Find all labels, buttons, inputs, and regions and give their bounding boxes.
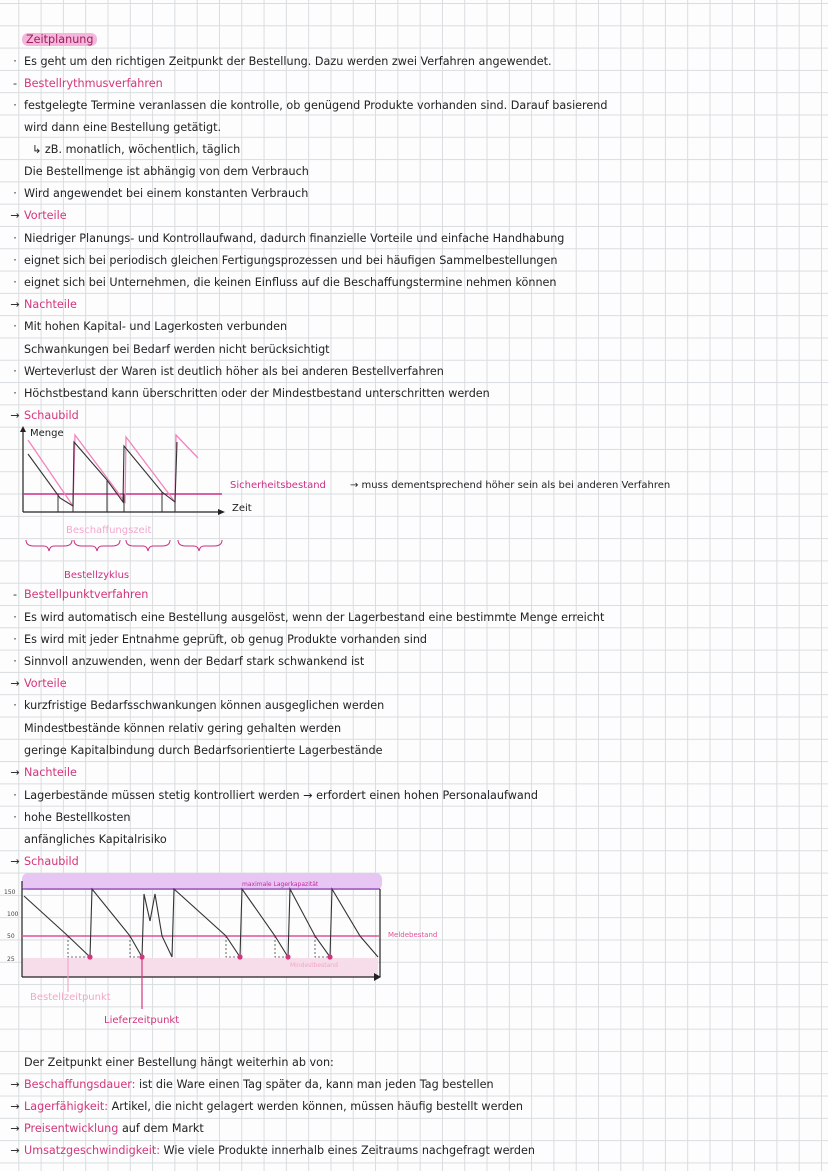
list-item: · Mit hohen Kapital- und Lagerkosten verbunden: [13, 320, 288, 333]
list-item: · Lagerbestände müssen stetig kontrolliert werden → erfordert einen hohen Personalaufwand: [13, 789, 538, 802]
max-capacity-label: maximale Lagerkapazität: [242, 881, 319, 888]
chart-heading: → Schaubild: [10, 855, 79, 868]
report-level-label: Meldebestand: [388, 931, 438, 939]
text-line: Die Bestellmenge ist abhängig von dem Verbrauch: [24, 165, 309, 178]
disadvantages-heading: → Nachteile: [10, 766, 77, 779]
y-tick: 25: [7, 956, 15, 963]
list-item: Mindestbestände können relativ gering gehalten werden: [24, 722, 342, 735]
list-item: Schwankungen bei Bedarf werden nicht berücksichtigt: [24, 343, 330, 356]
max-capacity-band: [22, 873, 382, 890]
lead-time-label: Beschaffungszeit: [66, 525, 152, 536]
list-item: · hohe Bestellkosten: [13, 811, 131, 824]
y-tick: 50: [7, 933, 15, 940]
list-item: · Werteverlust der Waren ist deutlich höher als bei anderen Bestellverfahren: [13, 365, 444, 378]
list-item: · eignet sich bei Unternehmen, die keinen Einfluss auf die Beschaffungstermine nehmen können: [13, 276, 557, 289]
list-item: → Lagerfähigkeit: Artikel, die nicht gelagert werden können, müssen häufig bestellt werden: [10, 1100, 523, 1113]
planned-stock-line: [28, 435, 198, 506]
y-tick: 150: [4, 889, 16, 896]
disadvantages-heading: → Nachteile: [10, 298, 77, 311]
order-point-label: Bestellzeitpunkt: [30, 992, 111, 1003]
chart1-ylabel: Menge: [30, 428, 64, 439]
delivery-point: [285, 954, 290, 959]
list-item: · Niedriger Planungs- und Kontrollaufwand, dadurch finanzielle Vorteile und einfache Handhabung: [13, 232, 565, 245]
reorder-chart: [0, 866, 828, 1036]
text-line: wird dann eine Bestellung getätigt.: [24, 121, 222, 134]
safety-stock-note: → muss dementsprechend höher sein als bei anderen Verfahren: [350, 480, 671, 491]
list-item: anfängliches Kapitalrisiko: [24, 833, 167, 846]
list-item: · eignet sich bei periodisch gleichen Fertigungsprozessen und bei häufigen Sammelbestellungen: [13, 254, 558, 267]
chart1-xlabel: Zeit: [232, 503, 252, 514]
list-item: → Umsatzgeschwindigkeit: Wie viele Produkte innerhalb eines Zeitraums nachgefragt werden: [10, 1144, 535, 1157]
text-line: Der Zeitpunkt einer Bestellung hängt weiterhin ab von:: [24, 1056, 334, 1069]
text-line: · Wird angewendet bei einem konstanten Verbrauch: [13, 187, 309, 200]
advantages-heading: → Vorteile: [10, 209, 67, 222]
text-line: · Es wird automatisch eine Bestellung ausgelöst, wenn der Lagerbestand eine bestimmte Menge erreicht: [13, 611, 605, 624]
chart-heading: → Schaubild: [10, 409, 79, 422]
text-line: · Es wird mit jeder Entnahme geprüft, ob genug Produkte vorhanden sind: [13, 633, 428, 646]
delivery-point: [237, 954, 242, 959]
intro-line: · Es geht um den richtigen Zeitpunkt der Bestellung. Dazu werden zwei Verfahren angewendet.: [13, 55, 552, 68]
delivery-point-label: Lieferzeitpunkt: [104, 1015, 180, 1026]
min-stock-label: Mindestbestand: [290, 962, 338, 969]
page-title: Zeitplanung: [22, 33, 97, 47]
list-item: · kurzfristige Bedarfsschwankungen können ausgeglichen werden: [13, 699, 385, 712]
chart1-y-arrow: [20, 426, 26, 432]
section-heading-reorder: - Bestellpunktverfahren: [12, 588, 149, 601]
list-item: → Beschaffungsdauer: ist die Ware einen Tag später da, kann man jeden Tag bestellen: [10, 1078, 494, 1091]
list-item: → Preisentwicklung auf dem Markt: [10, 1122, 204, 1135]
list-item: · Höchstbestand kann überschritten oder der Mindestbestand unterschritten werden: [13, 387, 490, 400]
text-line: · Sinnvoll anzuwenden, wenn der Bedarf stark schwankend ist: [13, 655, 365, 668]
list-item: geringe Kapitalbindung durch Bedarfsorientierte Lagerbestände: [24, 744, 383, 757]
text-line: · festgelegte Termine veranlassen die kontrolle, ob genügend Produkte vorhanden sind. Darauf basierend: [13, 99, 608, 112]
delivery-point: [327, 954, 332, 959]
chart1-x-arrow: [218, 509, 225, 515]
y-tick: 100: [7, 911, 19, 918]
stock-level-line: [24, 889, 378, 957]
delivery-point: [87, 954, 92, 959]
rhythm-chart: [0, 420, 828, 590]
order-cycle-label: Bestellzyklus: [64, 570, 130, 581]
safety-stock-label: Sicherheitsbestand: [230, 480, 326, 491]
section-heading-rhythm: - Bestellrythmusverfahren: [12, 77, 163, 90]
advantages-heading: → Vorteile: [10, 677, 67, 690]
text-line: ↳ zB. monatlich, wöchentlich, täglich: [32, 143, 241, 156]
